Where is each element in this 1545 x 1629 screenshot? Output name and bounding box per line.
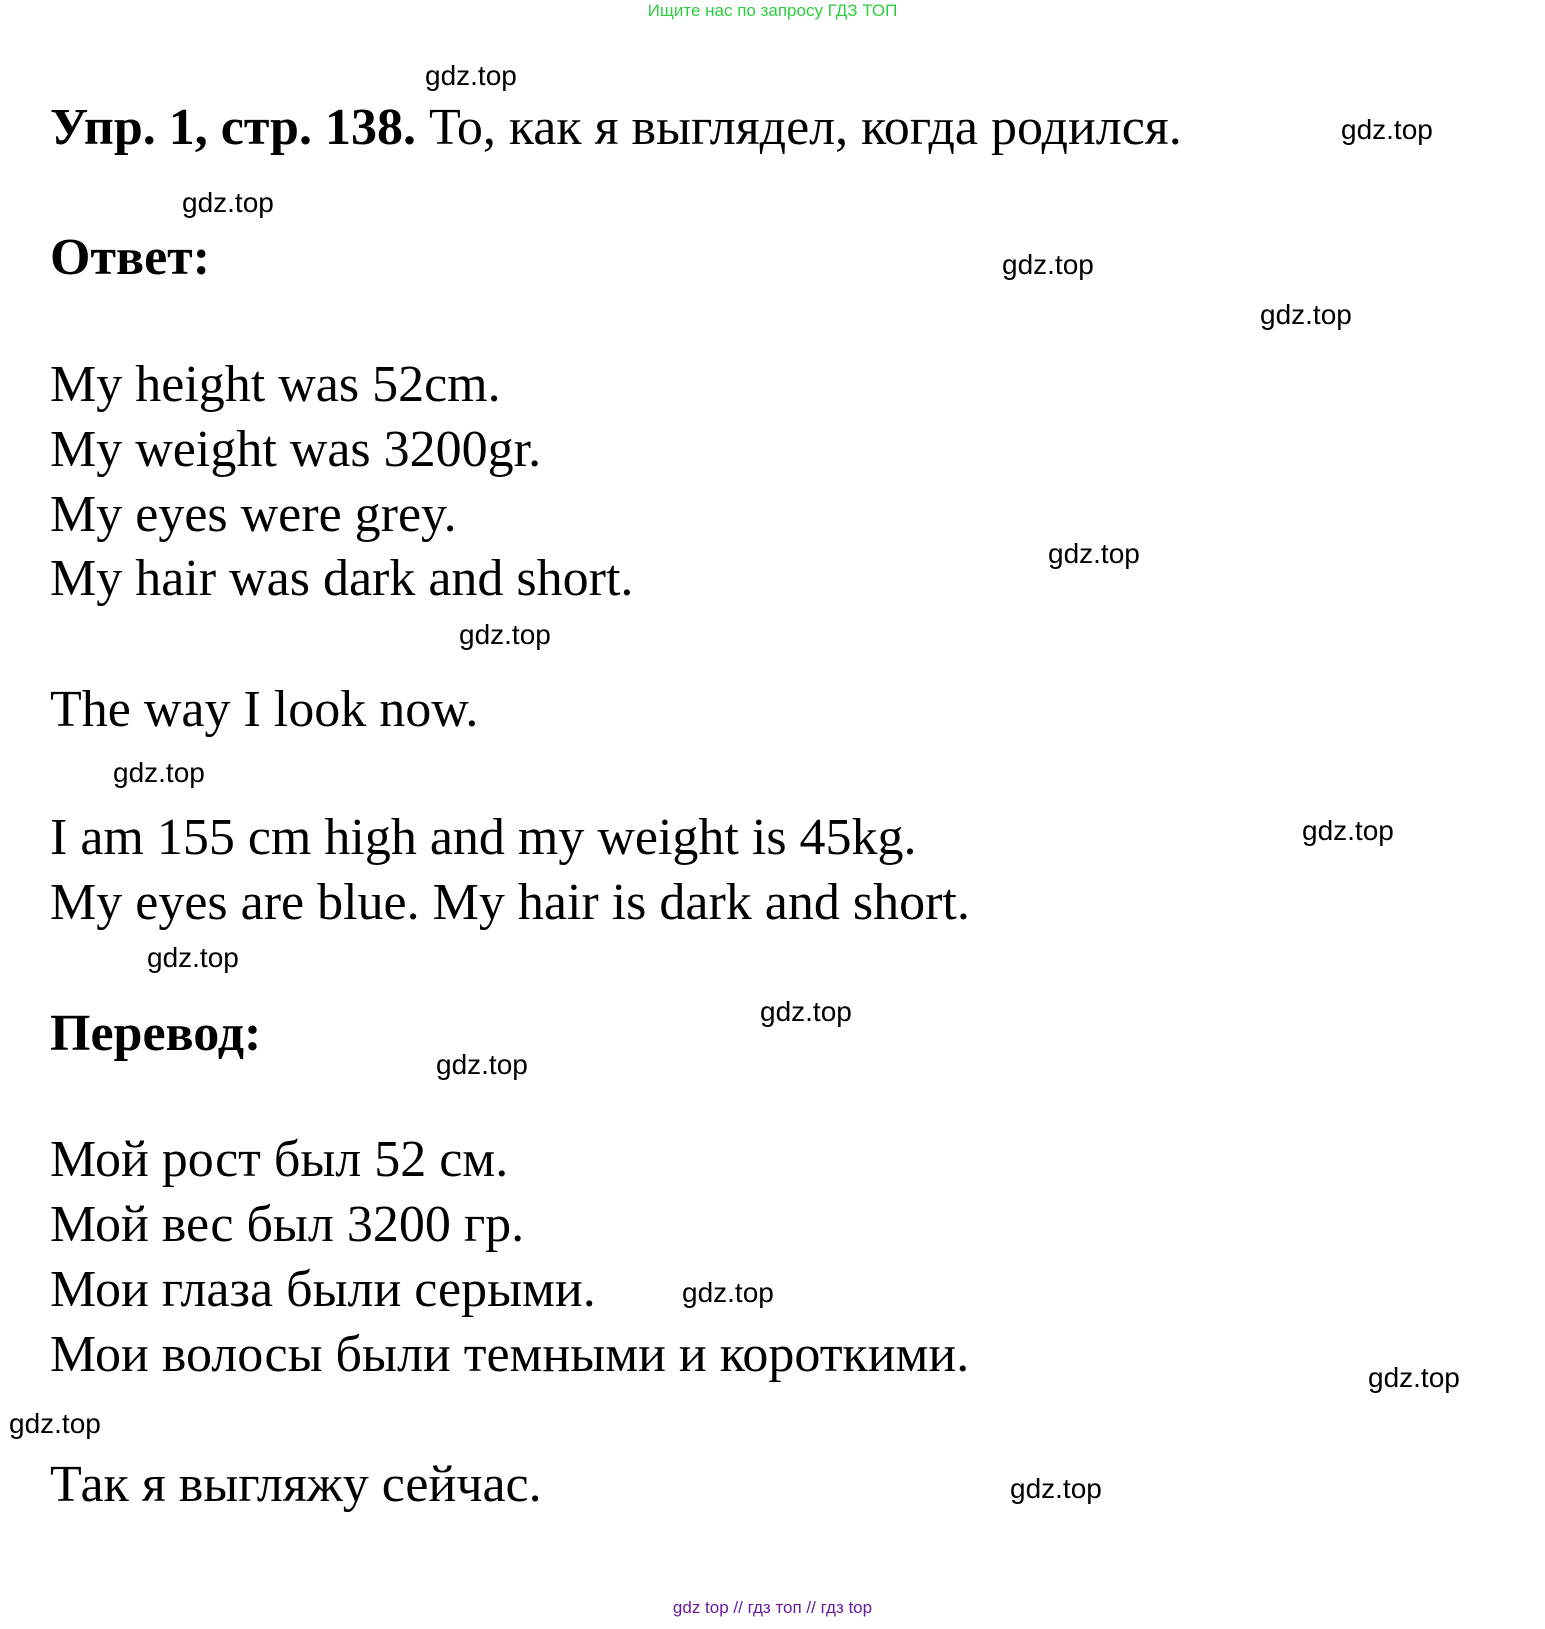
answer-line: My height was 52cm. [50,356,501,413]
footer: gdz top // гдз топ // гдз top [672,1598,873,1617]
translation-line: Мои волосы были темными и короткими. [50,1326,970,1383]
watermark: gdz.top [1010,1473,1102,1504]
translation-heading: Перевод: [50,1005,262,1062]
answer-line: My hair was dark and short. [50,550,634,607]
exercise-title [50,98,1182,158]
exercise-number: Упр. 1, стр. 138. [50,99,416,156]
watermark: gdz.top [1048,538,1140,569]
translation-line: Мой рост был 52 см. [50,1131,509,1188]
watermark: gdz.top [1002,249,1094,280]
translation-line: Мой вес был 3200 гр. [50,1196,525,1253]
watermark: gdz.top [436,1049,528,1080]
answer-line: The way I look now. [50,681,479,738]
exercise-topic: То, как я выглядел, когда родился. [415,99,1182,156]
watermark: gdz.top [425,60,517,91]
watermark: gdz.top [113,757,205,788]
watermark: gdz.top [182,187,274,218]
watermark: gdz.top [1302,815,1394,846]
answer-line: My eyes were grey. [50,486,457,543]
answer-heading: Ответ: [50,229,211,286]
watermark: gdz.top [1368,1362,1460,1393]
answer-line: My weight was 3200gr. [50,421,542,478]
translation-line: Так я выгляжу сейчас. [50,1456,542,1513]
translation-line: Мои глаза были серыми. [50,1261,596,1318]
watermark: gdz.top [1341,114,1433,145]
watermark: gdz.top [682,1277,774,1308]
answer-line: I am 155 cm high and my weight is 45kg. [50,809,917,866]
watermark: gdz.top [9,1408,101,1439]
watermark: gdz.top [147,942,239,973]
watermark: gdz.top [760,996,852,1027]
watermark: gdz.top [1260,299,1352,330]
watermark: gdz.top [459,619,551,650]
top-banner: Ищите нас по запросу ГДЗ ТОП [647,1,898,20]
answer-line: My eyes are blue. My hair is dark and short. [50,874,970,931]
